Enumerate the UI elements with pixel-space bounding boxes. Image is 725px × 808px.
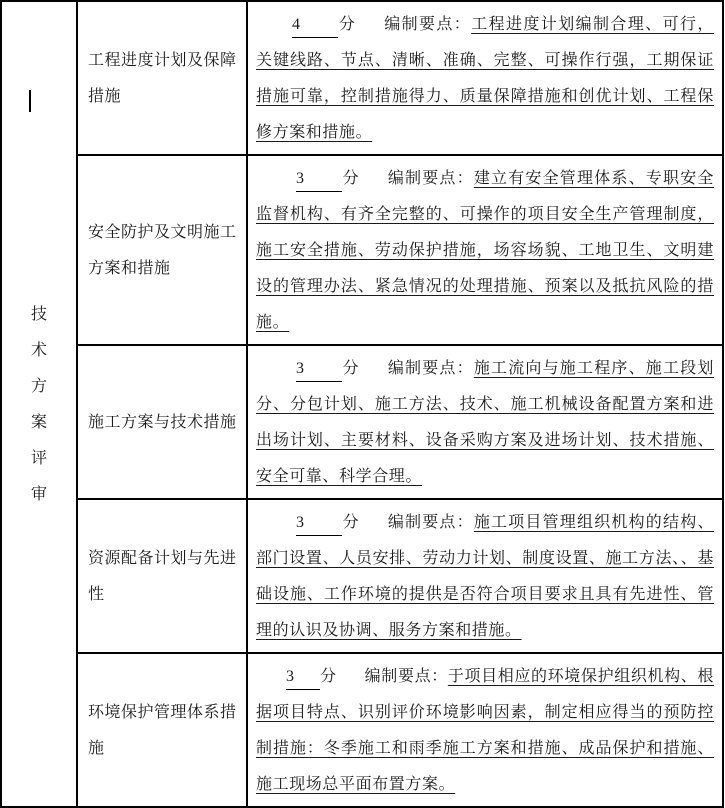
category-char: 方	[30, 376, 47, 395]
description-cell[interactable]	[247, 345, 723, 499]
category-char: 案	[30, 412, 47, 431]
score-unit: 分	[338, 14, 357, 33]
description-text: 施工流向与施工程序、施工段划分、分包计划、施工方法、技术、施工机械设备配置方案和进出场计划、主要材料、设备采购方案及进场计划、技术措施、安全可靠、科学合理。	[256, 358, 714, 485]
description-text: 建立有安全管理体系、专职安全监督机构、有齐全完整的、可操作的项目安全生产管理制度，施工安全措施、劳动保护措施，场容场貌、工地卫生、文明建设的管理办法、紧急情况的处理措施、预案以及抵抗风险的措施。	[256, 168, 714, 331]
item-cell[interactable]	[77, 155, 247, 345]
score-unit: 分	[342, 168, 360, 187]
item-name: 资源配备计划与先进性	[88, 548, 237, 603]
points-label: 编制要点：	[387, 512, 474, 531]
item-cell[interactable]	[77, 499, 247, 653]
score-value: 4	[292, 13, 338, 38]
table-row	[1, 653, 723, 807]
item-name: 环境保护管理体系措施	[88, 702, 237, 757]
points-label: 编制要点：	[387, 358, 474, 377]
table-row	[1, 345, 723, 499]
points-label: 编制要点：	[387, 168, 474, 187]
points-label: 编制要点：	[364, 666, 448, 685]
item-cell[interactable]	[77, 653, 247, 807]
category-cell[interactable]	[1, 1, 77, 807]
points-label: 编制要点：	[384, 14, 472, 33]
score-unit: 分	[342, 512, 360, 531]
item-name: 工程进度计划及保障措施	[88, 50, 237, 105]
description-cell[interactable]	[247, 653, 723, 807]
description-cell[interactable]	[247, 1, 723, 155]
category-char: 技	[30, 304, 47, 323]
text-cursor	[29, 90, 31, 112]
table-row	[1, 155, 723, 345]
category-char: 审	[30, 484, 47, 503]
item-cell[interactable]	[77, 1, 247, 155]
description-cell[interactable]	[247, 155, 723, 345]
item-name: 安全防护及文明施工方案和措施	[88, 222, 237, 277]
score-unit: 分	[342, 358, 360, 377]
item-cell[interactable]	[77, 345, 247, 499]
category-char: 术	[30, 340, 47, 359]
description-cell[interactable]	[247, 499, 723, 653]
category-label	[31, 302, 47, 506]
score-unit: 分	[320, 666, 337, 685]
description-text: 施工项目管理组织机构的结构、部门设置、人员安排、劳动力计划、制度设置、施工方法、、基础设施、工作环境的提供是否符合项目要求且具有先进性、管理的认识及协调、服务方案和措施。	[256, 512, 714, 639]
category-char: 评	[30, 448, 47, 467]
score-value: 3	[286, 665, 320, 690]
score-value: 3	[296, 357, 342, 382]
score-value: 3	[296, 511, 342, 536]
item-name: 施工方案与技术措施	[88, 412, 237, 431]
description-text: 于项目相应的环境保护组织机构、根据项目特点、识别评价环境影响因素，制定相应得当的预防控制措施：冬季施工和雨季施工方案和措施、成品保护和措施、施工现场总平面布置方案。	[256, 666, 714, 793]
table-row	[1, 1, 723, 155]
score-value: 3	[296, 167, 342, 192]
table-row	[1, 499, 723, 653]
description-text: 工程进度计划编制合理、可行，关键线路、节点、清晰、准确、完整、可操作行强，工期保证措施可靠，控制措施得力、质量保障措施和创优计划、工程保修方案和措施。	[256, 14, 714, 141]
